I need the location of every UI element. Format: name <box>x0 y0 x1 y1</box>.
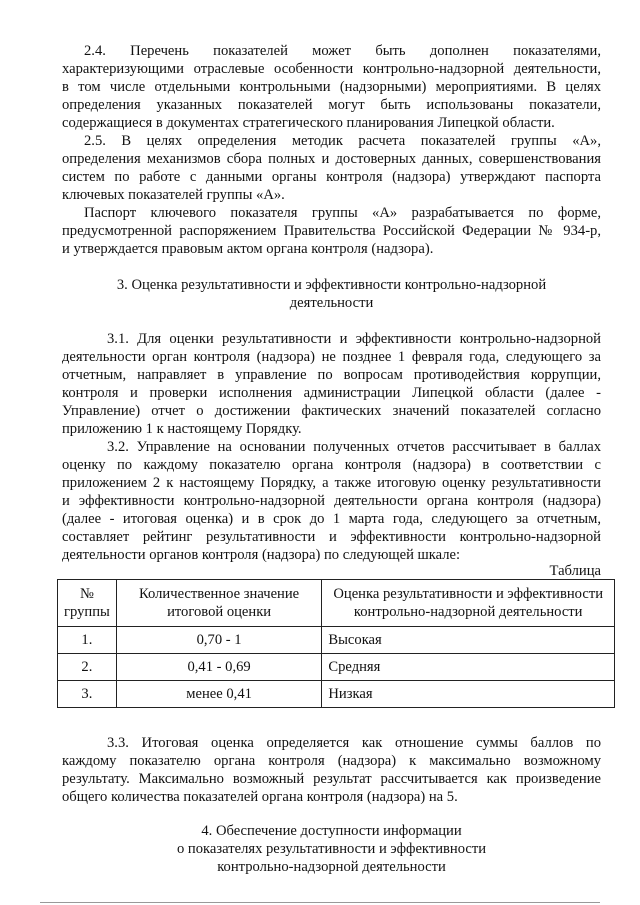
para-2-5-line: 2.5. В целях определения методик расчета показателей группы «А», <box>84 133 601 149</box>
para-3-1-line: Управление) отчет о достижении фактических значений показателей согласно <box>62 403 601 419</box>
para-3-2-line: и эффективности контрольно-надзорной деятельности органа контроля (надзора) <box>62 493 601 509</box>
cell-assessment: Высокая <box>322 627 615 654</box>
cell-value-range: менее 0,41 <box>116 681 322 708</box>
table-caption: Таблица <box>549 563 601 579</box>
para-2-4-line: характеризующими отраслевые особенности контрольно-надзорной деятельности, <box>62 61 601 77</box>
cell-group-number: 1. <box>58 627 117 654</box>
para-3-2-line: оценку по каждому показателю органа контроля (надзора) в соответствии с <box>62 457 601 473</box>
header-quantitative-value: Количественное значение итоговой оценки <box>116 580 322 627</box>
para-passport-line: предусмотренной распоряжением Правительства Российской Федерации № 934-р, <box>62 223 601 239</box>
para-3-2-line: 3.2. Управление на основании полученных отчетов рассчитывает в баллах <box>107 439 601 455</box>
cell-value-range: 0,70 - 1 <box>116 627 322 654</box>
cell-assessment: Средняя <box>322 654 615 681</box>
para-3-1-line: деятельности орган контроля (надзора) не позднее 1 февраля года, следующего за <box>62 349 601 365</box>
para-3-2-line: приложением 2 к настоящему Порядку, а также итоговую оценку результативности <box>62 475 601 491</box>
section-3-heading: деятельности <box>289 295 374 311</box>
para-2-4-line: в том числе отдельными контрольными (надзорными) мероприятиями. В целях <box>62 79 601 95</box>
section-3-heading: 3. Оценка результативности и эффективности контрольно-надзорной <box>116 277 547 293</box>
cell-group-number: 3. <box>58 681 117 708</box>
para-3-3-line: 3.3. Итоговая оценка определяется как отношение суммы баллов по <box>107 735 601 751</box>
para-2-4-line: определения указанных показателей могут быть использованы показатели, <box>62 97 601 113</box>
para-3-2-line: деятельности органов контроля (надзора) по следующей шкале: <box>62 547 461 563</box>
header-group-number: № группы <box>58 580 117 627</box>
table-row <box>58 681 615 708</box>
para-3-2-line: (далее - итоговая оценка) и в срок до 1 марта года, следующего за отчетным, <box>62 511 601 527</box>
para-3-1-line: контроля и проверки исполнения администрации Липецкой области (далее - <box>62 385 601 401</box>
page-bottom-rule <box>40 902 600 903</box>
section-4-heading: контрольно-надзорной деятельности <box>217 859 446 875</box>
section-4-heading: 4. Обеспечение доступности информации <box>201 823 462 839</box>
section-4-heading: о показателях результативности и эффективности <box>176 841 487 857</box>
para-2-5-line: ключевых показателей группы «А». <box>62 187 285 203</box>
table-header-row <box>58 580 615 627</box>
cell-value-range: 0,41 - 0,69 <box>116 654 322 681</box>
para-2-5-line: систем по работе с данными органы контроля (надзора) утверждают паспорта <box>62 169 601 185</box>
table-row <box>58 654 615 681</box>
cell-group-number: 2. <box>58 654 117 681</box>
header-assessment: Оценка результативности и эффективности контрольно-надзорной деятельности <box>322 580 615 627</box>
para-3-3-line: результату. Максимально возможный результат рассчитывается как произведение <box>62 771 601 787</box>
para-3-2-line: составляет рейтинг результативности и эффективности контрольно-надзорной <box>62 529 601 545</box>
para-3-1-line: отчетным, направляет в управление по вопросам противодействия коррупции, <box>62 367 601 383</box>
cell-assessment: Низкая <box>322 681 615 708</box>
table-row <box>58 627 615 654</box>
rating-scale-table <box>57 579 615 708</box>
para-passport-line: и утверждается правовым актом органа контроля (надзора). <box>62 241 434 257</box>
para-2-5-line: определения механизмов сбора полных и достоверных данных, совершенствования <box>62 151 601 167</box>
para-2-4-line: 2.4. Перечень показателей может быть дополнен показателями, <box>84 43 601 59</box>
para-3-3-line: общего количества показателей органа контроля (надзора) на 5. <box>62 789 458 805</box>
para-2-4-line: содержащиеся в документах стратегического планирования Липецкой области. <box>62 115 555 131</box>
para-3-1-line: приложению 1 к настоящему Порядку. <box>62 421 302 437</box>
para-3-3-line: каждому показателю органа контроля (надзора) к максимально возможному <box>62 753 601 769</box>
para-passport-line: Паспорт ключевого показателя группы «А» разрабатывается по форме, <box>84 205 601 221</box>
para-3-1-line: 3.1. Для оценки результативности и эффективности контрольно-надзорной <box>107 331 601 347</box>
